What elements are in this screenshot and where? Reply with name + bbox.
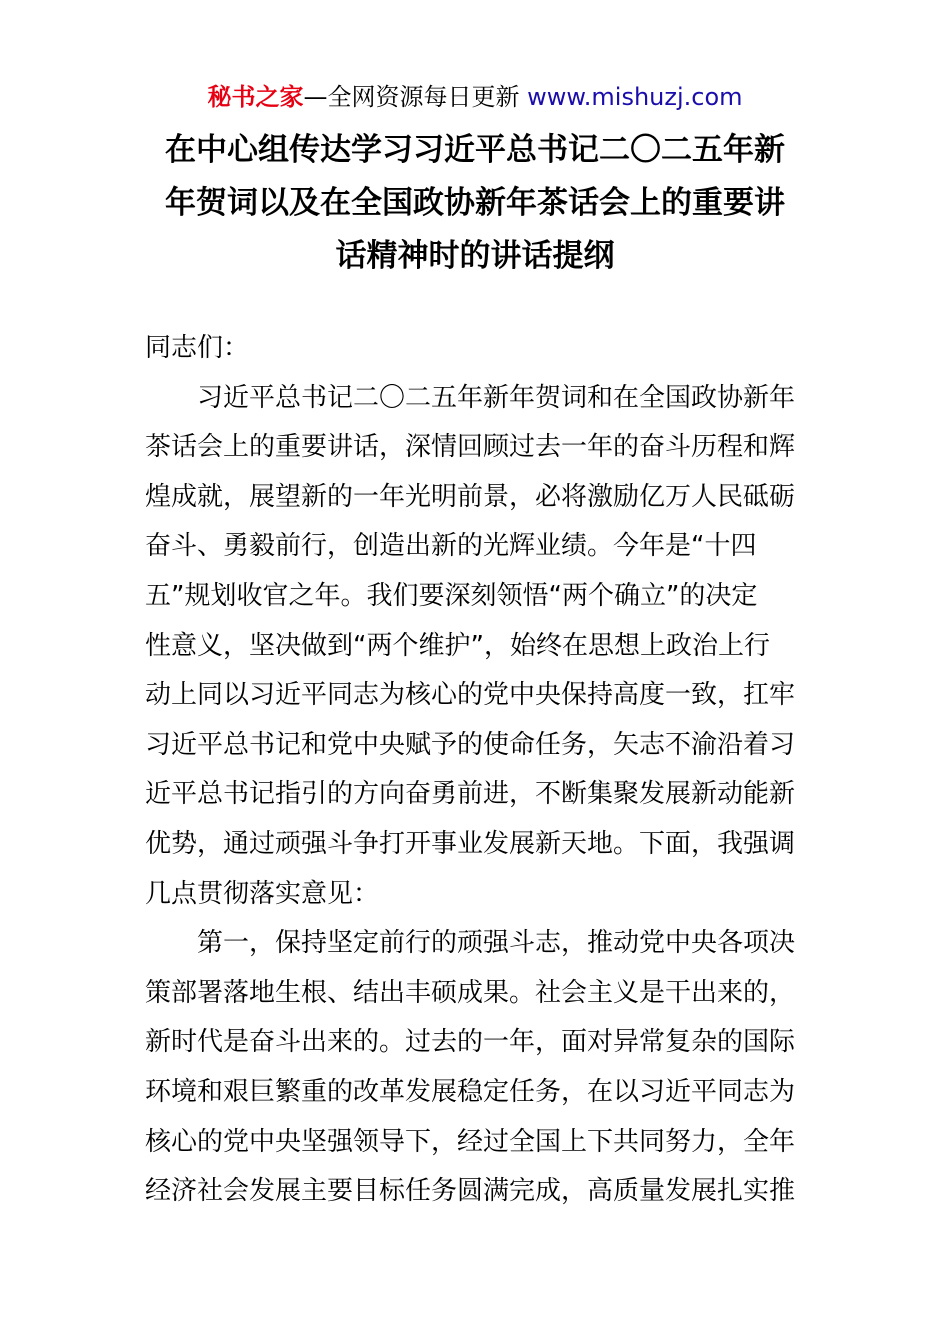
paragraph-line: 习近平总书记二〇二五年新年贺词和在全国政协新年 [197,382,796,413]
salutation: 同志们： [145,333,250,363]
paragraph-line: 性意义，坚决做到“两个维护”，始终在思想上政治上行 [145,630,770,661]
title-line: 年贺词以及在全国政协新年茶话会上的重要讲 [165,185,785,221]
paragraph-line: 环境和艰巨繁重的改革发展稳定任务，在以习近平同志为 [145,1076,796,1107]
paragraph-line: 奋斗、勇毅前行，创造出新的光辉业绩。今年是“十四 [145,531,757,562]
paragraph-line: 策部署落地生根、结出丰硕成果。社会主义是干出来的， [145,977,796,1008]
site-banner [0,80,950,114]
paragraph-line: 核心的党中央坚强领导下，经过全国上下共同努力，全年 [145,1126,796,1157]
paragraph-line: 第一，保持坚定前行的顽强斗志，推动党中央各项决 [197,928,796,959]
site-url-link[interactable]: www.mishuzj.com [527,83,743,111]
paragraph-line: 优势，通过顽强斗争打开事业发展新天地。下面，我强调 [145,828,796,859]
paragraph-line: 新时代是奋斗出来的。过去的一年，面对异常复杂的国际 [145,1027,796,1058]
paragraph-line: 几点贯彻落实意见： [145,878,380,909]
document-body [145,324,810,1217]
paragraph-line: 五”规划收官之年。我们要深刻领悟“两个确立”的决定 [145,580,758,611]
site-tagline: —全网资源每日更新 [303,83,520,111]
title-line: 话精神时的讲话提纲 [335,238,615,274]
paragraph-line: 经济社会发展主要目标任务圆满完成，高质量发展扎实推 [145,1176,796,1207]
paragraph-line: 近平总书记指引的方向奋勇前进，不断集聚发展新动能新 [145,779,796,810]
paragraph-line: 习近平总书记和党中央赋予的使命任务，矢志不渝沿着习 [145,729,796,760]
site-brand: 秘书之家 [207,83,304,111]
paragraph-line: 动上同以习近平同志为核心的党中央保持高度一致，扛牢 [145,680,796,711]
paragraph-line: 煌成就，展望新的一年光明前景，必将激励亿万人民砥砺 [145,481,796,512]
document-title [140,124,810,283]
paragraph-line: 茶话会上的重要讲话，深情回顾过去一年的奋斗历程和辉 [145,432,796,463]
title-line: 在中心组传达学习习近平总书记二〇二五年新 [165,132,785,168]
